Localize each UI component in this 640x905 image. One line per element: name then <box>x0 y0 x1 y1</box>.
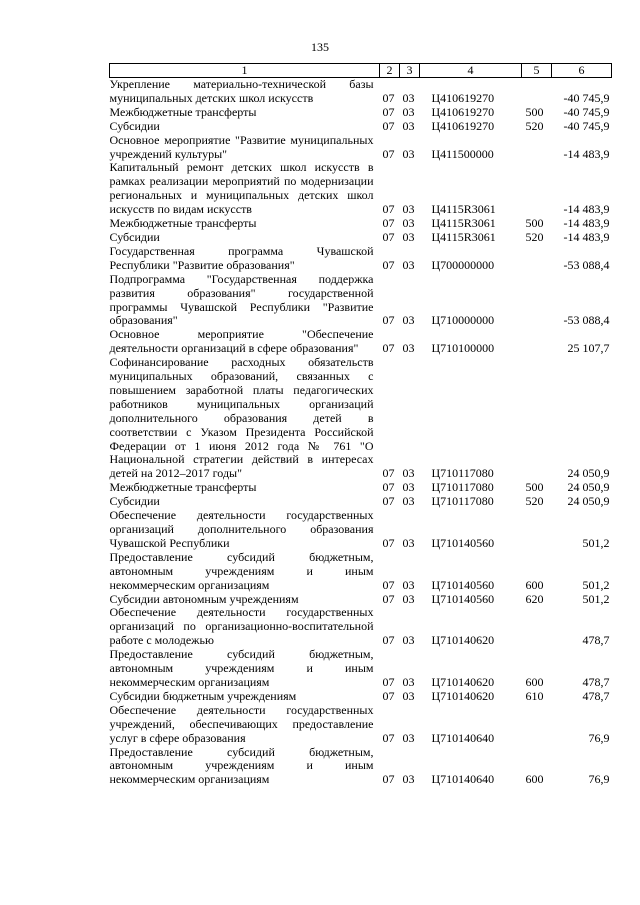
row-section: 07 <box>382 229 395 244</box>
row-amount: -14 483,9 <box>563 202 610 217</box>
row-target-article: Ц710000000 <box>431 313 495 328</box>
row-section: 07 <box>382 90 395 105</box>
row-expense-type <box>522 78 552 106</box>
row-section: 07 <box>382 591 395 606</box>
row-section: 07 <box>382 633 395 648</box>
row-name: Основное мероприятие "Обеспечение деятельности организаций в сфере образования" <box>109 327 374 356</box>
row-expense-type <box>522 606 552 648</box>
column-header-6: 6 <box>552 64 612 78</box>
row-target-article: Ц4115R3061 <box>431 202 496 217</box>
row-section: 07 <box>382 480 395 495</box>
row-target-article: Ц700000000 <box>431 257 495 272</box>
row-expense-type: 520 <box>525 494 544 509</box>
row-expense-type: 600 <box>525 772 544 787</box>
row-section: 07 <box>382 772 395 787</box>
table-row <box>110 593 612 607</box>
row-amount: 24 050,9 <box>567 466 610 481</box>
row-expense-type: 500 <box>525 104 544 119</box>
row-amount: 76,9 <box>588 772 610 787</box>
row-amount: 76,9 <box>588 730 610 745</box>
row-target-article: Ц410619270 <box>431 118 495 133</box>
table-row <box>110 245 612 273</box>
table-row <box>110 509 612 551</box>
row-name: Капитальный ремонт детских школ искусств в рамках реализации мероприятий по модернизации региональных и муниципальных детских школ искусств по видам искусств <box>109 160 374 217</box>
table-row <box>110 481 612 495</box>
row-subsection: 03 <box>402 313 415 328</box>
row-target-article: Ц710117080 <box>431 466 494 481</box>
row-section: 07 <box>382 730 395 745</box>
row-subsection: 03 <box>402 104 415 119</box>
row-target-article: Ц710100000 <box>431 341 495 356</box>
table-row <box>110 690 612 704</box>
row-section: 07 <box>382 104 395 119</box>
row-amount: -40 745,9 <box>563 104 610 119</box>
row-subsection: 03 <box>402 577 415 592</box>
table-header-row <box>110 64 612 78</box>
row-name: Межбюджетные трансферты <box>109 216 257 231</box>
row-target-article: Ц710140560 <box>431 535 495 550</box>
row-subsection: 03 <box>402 341 415 356</box>
row-target-article: Ц710140620 <box>431 674 495 689</box>
row-subsection: 03 <box>402 772 415 787</box>
row-amount: -14 483,9 <box>563 216 610 231</box>
row-subsection: 03 <box>402 216 415 231</box>
row-expense-type: 520 <box>525 118 544 133</box>
budget-table <box>109 63 612 787</box>
table-row <box>110 161 612 217</box>
row-amount: -40 745,9 <box>563 90 610 105</box>
row-name: Субсидии <box>109 229 160 244</box>
row-section: 07 <box>382 535 395 550</box>
table-row <box>110 273 612 329</box>
row-subsection: 03 <box>402 229 415 244</box>
page-number: 135 <box>311 40 329 54</box>
row-amount: 501,2 <box>582 535 610 550</box>
row-target-article: Ц411500000 <box>431 146 494 161</box>
row-expense-type <box>522 704 552 746</box>
row-subsection: 03 <box>402 591 415 606</box>
row-amount: -53 088,4 <box>563 313 610 328</box>
row-target-article: Ц710117080 <box>431 480 494 495</box>
row-amount: 25 107,7 <box>567 341 610 356</box>
row-section: 07 <box>382 688 395 703</box>
row-name: Обеспечение деятельности государственных организаций дополнительного образования Чувашской Республики <box>109 508 374 550</box>
row-target-article: Ц4115R3061 <box>431 216 496 231</box>
row-amount: 501,2 <box>582 577 610 592</box>
row-amount: 478,7 <box>582 674 610 689</box>
row-subsection: 03 <box>402 118 415 133</box>
row-section: 07 <box>382 216 395 231</box>
row-section: 07 <box>382 118 395 133</box>
row-expense-type: 620 <box>525 591 544 606</box>
table-row <box>110 120 612 134</box>
row-expense-type <box>522 328 552 356</box>
row-name: Предоставление субсидий бюджетным, автономным учреждениям и иным некоммерческим организациям <box>109 744 374 787</box>
row-target-article: Ц410619270 <box>431 104 495 119</box>
row-expense-type <box>522 273 552 329</box>
row-target-article: Ц4115R3061 <box>431 229 496 244</box>
row-target-article: Ц710140620 <box>431 688 495 703</box>
row-section: 07 <box>382 494 395 509</box>
row-name: Укрепление материально-технической базы муниципальных детских школ искусств <box>109 77 374 105</box>
row-name: Подпрограмма "Государственная поддержка развития образования" государственной программы Чувашской Республики "Развитие образования" <box>109 271 374 328</box>
row-subsection: 03 <box>402 257 415 272</box>
column-header-5: 5 <box>522 64 552 78</box>
row-subsection: 03 <box>402 535 415 550</box>
row-expense-type: 520 <box>525 229 544 244</box>
row-target-article: Ц710140560 <box>431 591 495 606</box>
row-section: 07 <box>382 577 395 592</box>
row-section: 07 <box>382 146 395 161</box>
row-target-article: Ц710140640 <box>431 730 495 745</box>
table-row <box>110 328 612 356</box>
table-row <box>110 231 612 245</box>
row-expense-type: 600 <box>525 577 544 592</box>
table-row <box>110 551 612 593</box>
row-subsection: 03 <box>402 633 415 648</box>
row-amount: 478,7 <box>582 688 610 703</box>
row-subsection: 03 <box>402 202 415 217</box>
table-row <box>110 606 612 648</box>
row-amount: -40 745,9 <box>563 118 610 133</box>
table-row <box>110 78 612 106</box>
column-header-4: 4 <box>420 64 522 78</box>
row-name: Межбюджетные трансферты <box>109 480 257 495</box>
row-name: Обеспечение деятельности государственных организаций по организационно-воспитательной работе с молодежью <box>109 605 374 648</box>
row-subsection: 03 <box>402 674 415 689</box>
row-subsection: 03 <box>402 90 415 105</box>
row-name: Софинансирование расходных обязательств муниципальных образований, связанных с повышением заработной платы педагогических работников муниципальных организаций дополнительного образования детей в соответствии с Указом Президента Российской Федерации от 1 июня 2012 года № 761 "О Национальной стратегии действий в интересах детей на 2012–2017 годы" <box>109 355 374 481</box>
row-target-article: Ц410619270 <box>431 90 495 105</box>
table-row <box>110 746 612 788</box>
row-subsection: 03 <box>402 466 415 481</box>
row-section: 07 <box>382 202 395 217</box>
row-expense-type: 600 <box>525 674 544 689</box>
row-section: 07 <box>382 674 395 689</box>
table-row <box>110 134 612 162</box>
row-amount: -53 088,4 <box>563 257 610 272</box>
row-subsection: 03 <box>402 688 415 703</box>
row-section: 07 <box>382 466 395 481</box>
row-name: Субсидии <box>109 118 160 133</box>
row-amount: -14 483,9 <box>563 229 610 244</box>
column-header-1: 1 <box>110 64 380 78</box>
table-row <box>110 106 612 120</box>
row-amount: 478,7 <box>582 633 610 648</box>
row-expense-type <box>522 161 552 217</box>
column-header-2: 2 <box>380 64 400 78</box>
row-expense-type: 610 <box>525 688 544 703</box>
table-body <box>110 78 612 788</box>
row-section: 07 <box>382 341 395 356</box>
table-row <box>110 704 612 746</box>
row-target-article: Ц710140560 <box>431 577 495 592</box>
row-subsection: 03 <box>402 146 415 161</box>
row-name: Субсидии <box>109 494 160 509</box>
row-amount: 24 050,9 <box>567 480 610 495</box>
row-name: Субсидии бюджетным учреждениям <box>109 688 297 703</box>
row-section: 07 <box>382 257 395 272</box>
row-subsection: 03 <box>402 730 415 745</box>
table-row <box>110 217 612 231</box>
row-name: Основное мероприятие "Развитие муниципальных учреждений культуры" <box>109 132 374 161</box>
column-header-3: 3 <box>400 64 420 78</box>
row-target-article: Ц710117080 <box>431 494 494 509</box>
row-name: Предоставление субсидий бюджетным, автономным учреждениям и иным некоммерческим организациям <box>109 647 374 689</box>
row-name: Обеспечение деятельности государственных учреждений, обеспечивающих предоставление услуг в сфере образования <box>109 702 374 745</box>
row-expense-type <box>522 134 552 162</box>
row-subsection: 03 <box>402 494 415 509</box>
row-expense-type <box>522 356 552 481</box>
row-expense-type <box>522 509 552 551</box>
row-subsection: 03 <box>402 480 415 495</box>
row-target-article: Ц710140620 <box>431 633 495 648</box>
row-name: Субсидии автономным учреждениям <box>109 591 299 606</box>
row-name: Межбюджетные трансферты <box>109 104 257 119</box>
row-amount: -14 483,9 <box>563 146 610 161</box>
row-name: Государственная программа Чувашской Республики "Развитие образования" <box>109 243 374 272</box>
table-row <box>110 356 612 481</box>
row-expense-type: 500 <box>525 480 544 495</box>
row-expense-type: 500 <box>525 216 544 231</box>
row-amount: 501,2 <box>582 591 610 606</box>
table-row <box>110 495 612 509</box>
row-expense-type <box>522 245 552 273</box>
row-section: 07 <box>382 313 395 328</box>
row-name: Предоставление субсидий бюджетным, автономным учреждениям и иным некоммерческим организациям <box>109 549 374 592</box>
table-row <box>110 648 612 690</box>
row-target-article: Ц710140640 <box>431 772 495 787</box>
row-amount: 24 050,9 <box>567 494 610 509</box>
